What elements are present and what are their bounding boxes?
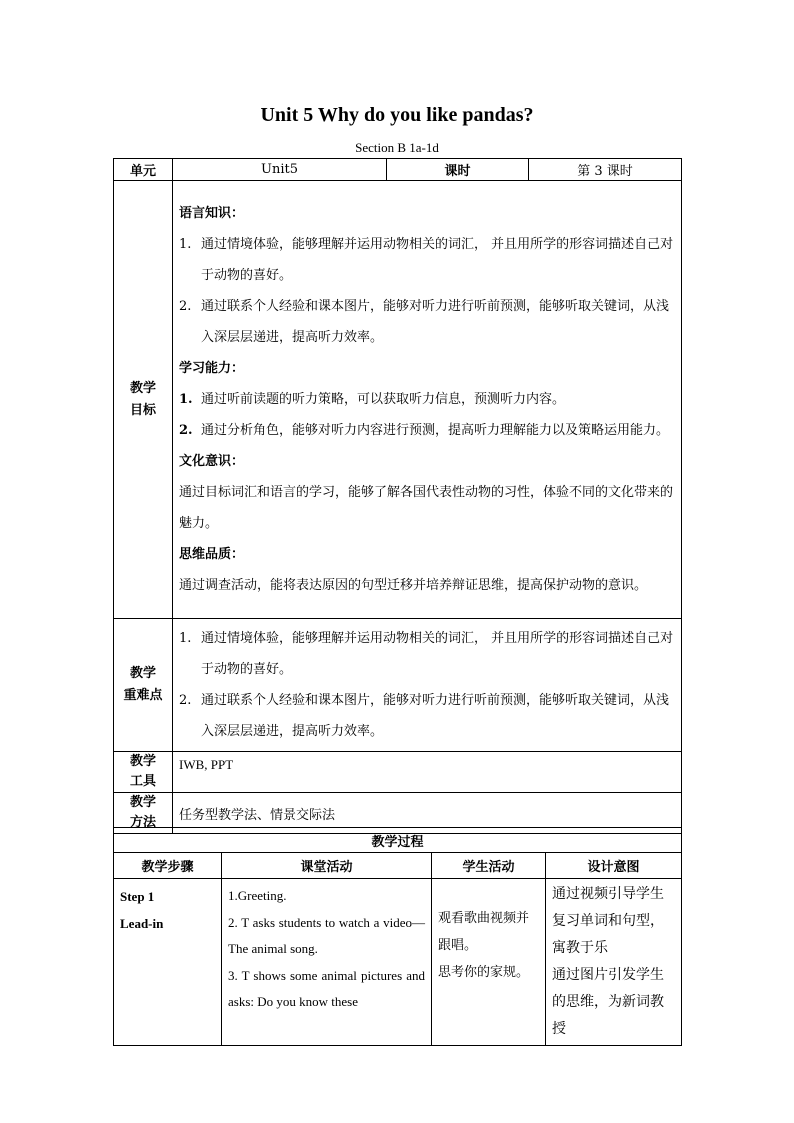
header-row	[114, 159, 682, 181]
step-cell: Step 1 Lead-in	[114, 879, 222, 1046]
col-student: 学生活动	[432, 853, 546, 879]
intent-cell: 通过视频引导学生复习单词和句型，寓教于乐 通过图片引发学生的思维，为新词教授	[546, 879, 682, 1046]
culture-text: 通过目标词汇和语言的学习，能够了解各国代表性动物的习性，体验不同的文化带来的魅力。	[179, 485, 674, 531]
document-subtitle: Section B 1a-1d	[355, 140, 439, 155]
objectives-row	[114, 181, 682, 619]
objectives-label: 教学 目标	[114, 181, 173, 619]
language-knowledge-heading: 语言知识：	[179, 206, 245, 221]
unit-label: 单元	[114, 159, 173, 181]
lesson-plan-table	[113, 158, 682, 834]
key-points-row	[114, 619, 682, 752]
objectives-content	[173, 181, 682, 619]
key-point-item: 1. 通过情境体验，能够理解并运用动物相关的词汇， 并且用所学的形容词描述自己对于动物的喜好。	[179, 631, 674, 677]
thinking-text: 通过调查活动，能将表达原因的句型迁移并培养辩证思维，提高保护动物的意识。	[179, 578, 648, 593]
period-label: 课时	[387, 159, 529, 181]
key-points-label: 教学 重难点	[114, 619, 173, 752]
unit-value: Unit5	[173, 159, 387, 181]
language-item: 2. 通过联系个人经验和课本图片，能够对听力进行听前预测，能够听取关键词，从浅入深层层递进，提高听力效率。	[179, 299, 670, 345]
language-item: 1. 通过情境体验，能够理解并运用动物相关的词汇， 并且用所学的形容词描述自己对于动物的喜好。	[179, 237, 674, 283]
document-title: Unit 5 Why do you like pandas?	[260, 104, 534, 126]
tools-value: IWB, PPT	[173, 752, 682, 793]
student-cell: 观看歌曲视频并跟唱。 思考你的家规。	[432, 879, 546, 1046]
col-activity: 课堂活动	[222, 853, 432, 879]
methods-label: 教学 方法	[114, 793, 173, 834]
methods-value: 任务型教学法、情景交际法	[173, 793, 682, 834]
period-value: 第 3 课时	[529, 159, 682, 181]
tools-row	[114, 752, 682, 793]
process-table	[113, 827, 682, 1046]
col-intent: 设计意图	[546, 853, 682, 879]
ability-item: 1. 通过听前读题的听力策略，可以获取听力信息，预测听力内容。	[179, 392, 566, 407]
culture-heading: 文化意识：	[179, 454, 245, 469]
key-point-item: 2. 通过联系个人经验和课本图片，能够对听力进行听前预测，能够听取关键词，从浅入深层层递进，提高听力效率。	[179, 693, 670, 739]
activity-cell: 1.Greeting. 2. T asks students to watch a video—The animal song. 3. T shows some animal pictures and asks: Do you know these	[222, 879, 432, 1046]
process-heading: 教学过程	[114, 828, 682, 853]
tools-label: 教学 工具	[114, 752, 173, 793]
process-row	[114, 879, 682, 1046]
learning-ability-heading: 学习能力：	[179, 361, 245, 376]
col-step: 教学步骤	[114, 853, 222, 879]
key-points-content	[173, 619, 682, 752]
ability-item: 2. 通过分析角色，能够对听力内容进行预测，提高听力理解能力以及策略运用能力。	[179, 423, 670, 438]
thinking-heading: 思维品质：	[179, 547, 245, 562]
